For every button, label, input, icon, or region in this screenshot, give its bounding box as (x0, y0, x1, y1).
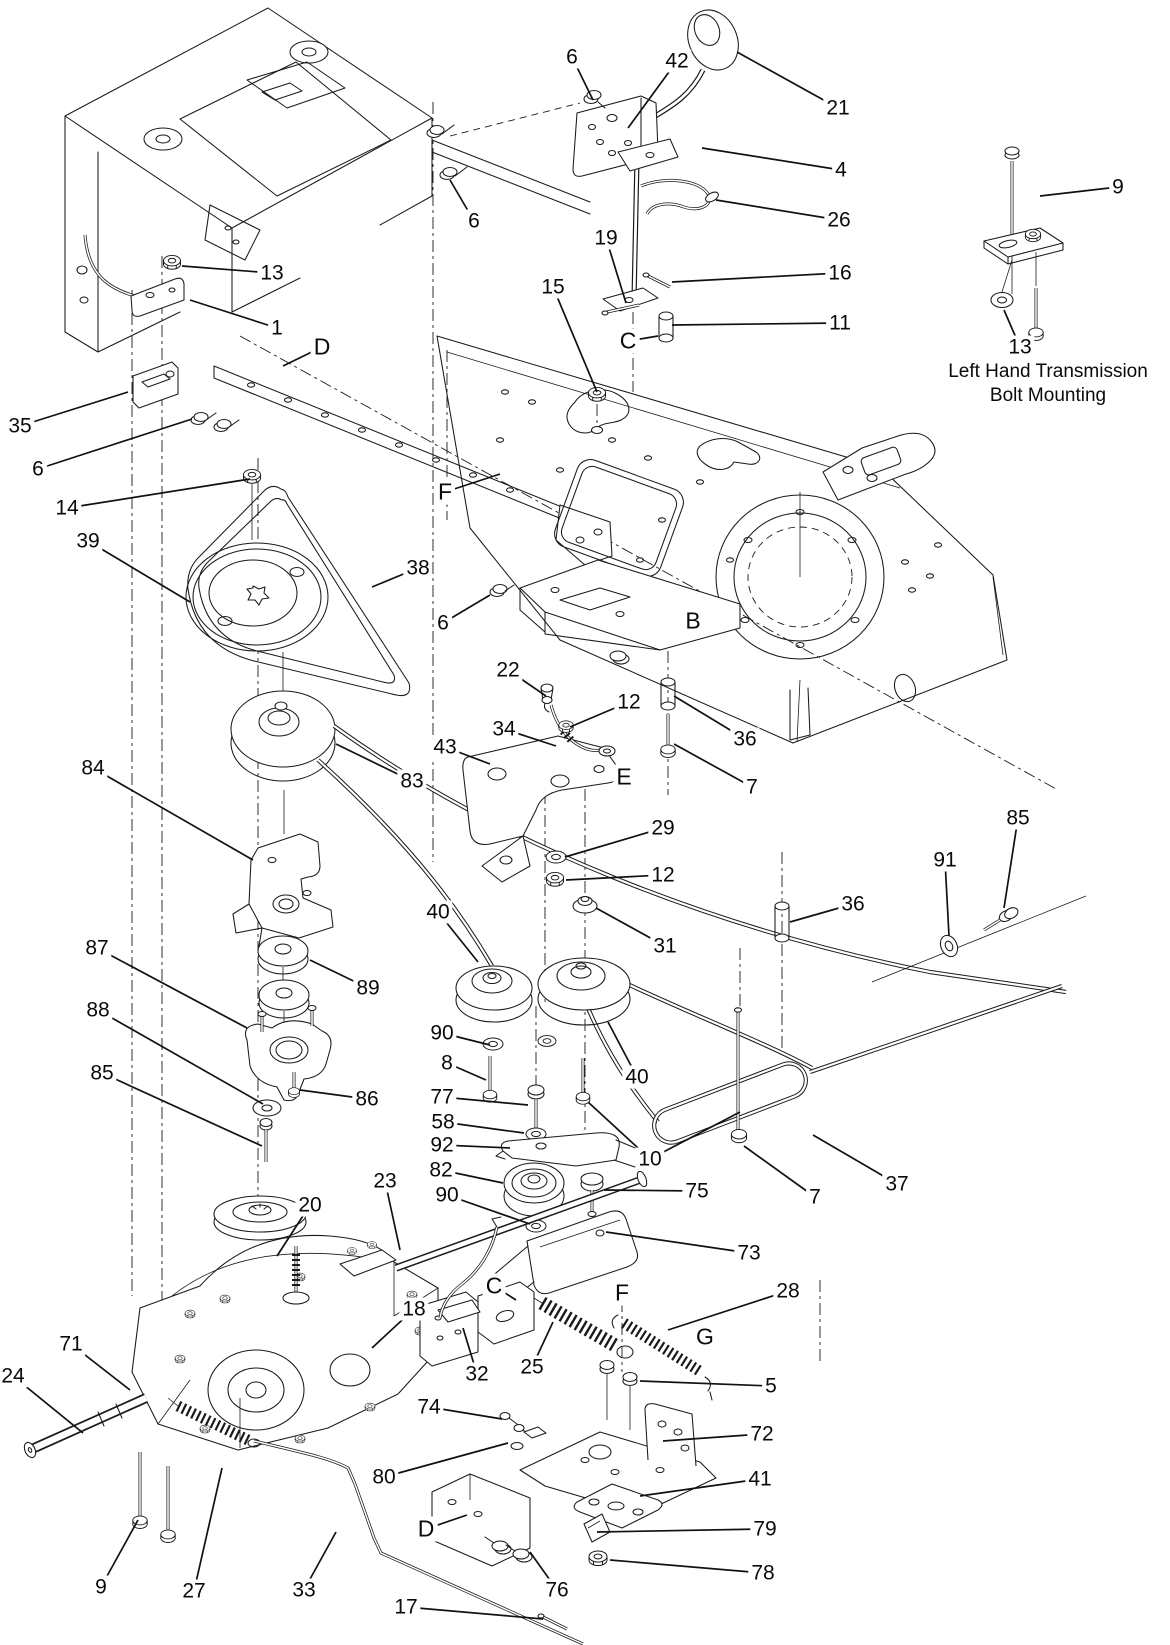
caption-line-1: Left Hand Transmission (948, 361, 1148, 382)
callout-28: 28 (773, 1280, 802, 1303)
callout-79: 79 (750, 1518, 779, 1541)
callout-8: 8 (438, 1052, 456, 1075)
callout-29: 29 (648, 817, 677, 840)
callout-13: 13 (1005, 336, 1034, 359)
callout-6: 6 (29, 458, 47, 481)
callout-42: 42 (662, 50, 691, 73)
inset-caption (922, 360, 1170, 408)
callout-36: 36 (838, 893, 867, 916)
ref-letter-B: B (682, 609, 703, 634)
callout-89: 89 (353, 977, 382, 1000)
callout-9: 9 (1109, 176, 1127, 199)
callout-14: 14 (52, 497, 81, 520)
callout-16: 16 (825, 262, 854, 285)
callout-73: 73 (734, 1242, 763, 1265)
callout-6: 6 (465, 210, 483, 233)
ref-letter-C: C (483, 1274, 506, 1299)
ref-letter-C: C (617, 329, 640, 354)
callout-6: 6 (434, 612, 452, 635)
ref-letter-D: D (415, 1517, 438, 1542)
callout-1: 1 (268, 317, 286, 340)
callout-11: 11 (826, 312, 854, 335)
callout-6: 6 (563, 46, 581, 69)
callout-35: 35 (5, 415, 34, 438)
callout-36: 36 (730, 728, 759, 751)
callout-23: 23 (370, 1170, 399, 1193)
callout-41: 41 (745, 1468, 774, 1491)
ref-letter-D: D (311, 335, 334, 360)
callout-21: 21 (823, 97, 852, 120)
callout-40: 40 (622, 1066, 651, 1089)
callout-18: 18 (399, 1298, 428, 1321)
callout-24: 24 (0, 1365, 28, 1388)
callout-90: 90 (427, 1022, 456, 1045)
callout-86: 86 (352, 1088, 381, 1111)
callout-71: 71 (56, 1333, 85, 1356)
callout-12: 12 (648, 864, 677, 887)
callout-25: 25 (517, 1356, 546, 1379)
callout-22: 22 (493, 659, 522, 682)
callout-85: 85 (87, 1062, 116, 1085)
callout-13: 13 (257, 262, 286, 285)
ref-letter-E: E (613, 765, 634, 790)
callout-37: 37 (882, 1173, 911, 1196)
callout-5: 5 (762, 1375, 780, 1398)
callout-38: 38 (403, 557, 432, 580)
callout-75: 75 (682, 1180, 711, 1203)
callout-77: 77 (427, 1086, 456, 1109)
callout-17: 17 (391, 1596, 420, 1619)
callout-10: 10 (635, 1148, 664, 1171)
callout-84: 84 (78, 757, 107, 780)
callout-40: 40 (423, 901, 452, 924)
callout-87: 87 (82, 937, 111, 960)
callout-31: 31 (650, 935, 679, 958)
callout-74: 74 (414, 1396, 443, 1419)
callout-76: 76 (542, 1579, 571, 1602)
callout-78: 78 (748, 1562, 777, 1585)
ref-letter-G: G (693, 1325, 717, 1350)
callout-82: 82 (426, 1159, 455, 1182)
callout-12: 12 (614, 691, 643, 714)
callout-26: 26 (824, 209, 853, 232)
callout-43: 43 (430, 736, 459, 759)
callout-80: 80 (369, 1466, 398, 1489)
callout-34: 34 (489, 718, 518, 741)
callout-7: 7 (806, 1186, 824, 1209)
callout-4: 4 (832, 159, 850, 182)
callout-32: 32 (462, 1363, 491, 1386)
callout-90: 90 (432, 1184, 461, 1207)
callout-72: 72 (747, 1423, 776, 1446)
callout-58: 58 (428, 1111, 457, 1134)
callout-91: 91 (930, 849, 959, 872)
callout-27: 27 (179, 1580, 208, 1603)
callout-83: 83 (397, 770, 426, 793)
callout-19: 19 (591, 227, 620, 250)
ref-letter-F: F (435, 480, 455, 505)
callout-39: 39 (73, 530, 102, 553)
callout-7: 7 (743, 776, 761, 799)
callout-88: 88 (83, 999, 112, 1022)
callout-15: 15 (538, 276, 567, 299)
callout-9: 9 (92, 1576, 110, 1599)
caption-line-2: Bolt Mounting (989, 384, 1107, 406)
callout-92: 92 (427, 1134, 456, 1157)
callout-85: 85 (1003, 807, 1032, 830)
ref-letter-F: F (612, 1281, 632, 1306)
callout-20: 20 (295, 1194, 324, 1217)
callout-33: 33 (289, 1579, 318, 1602)
